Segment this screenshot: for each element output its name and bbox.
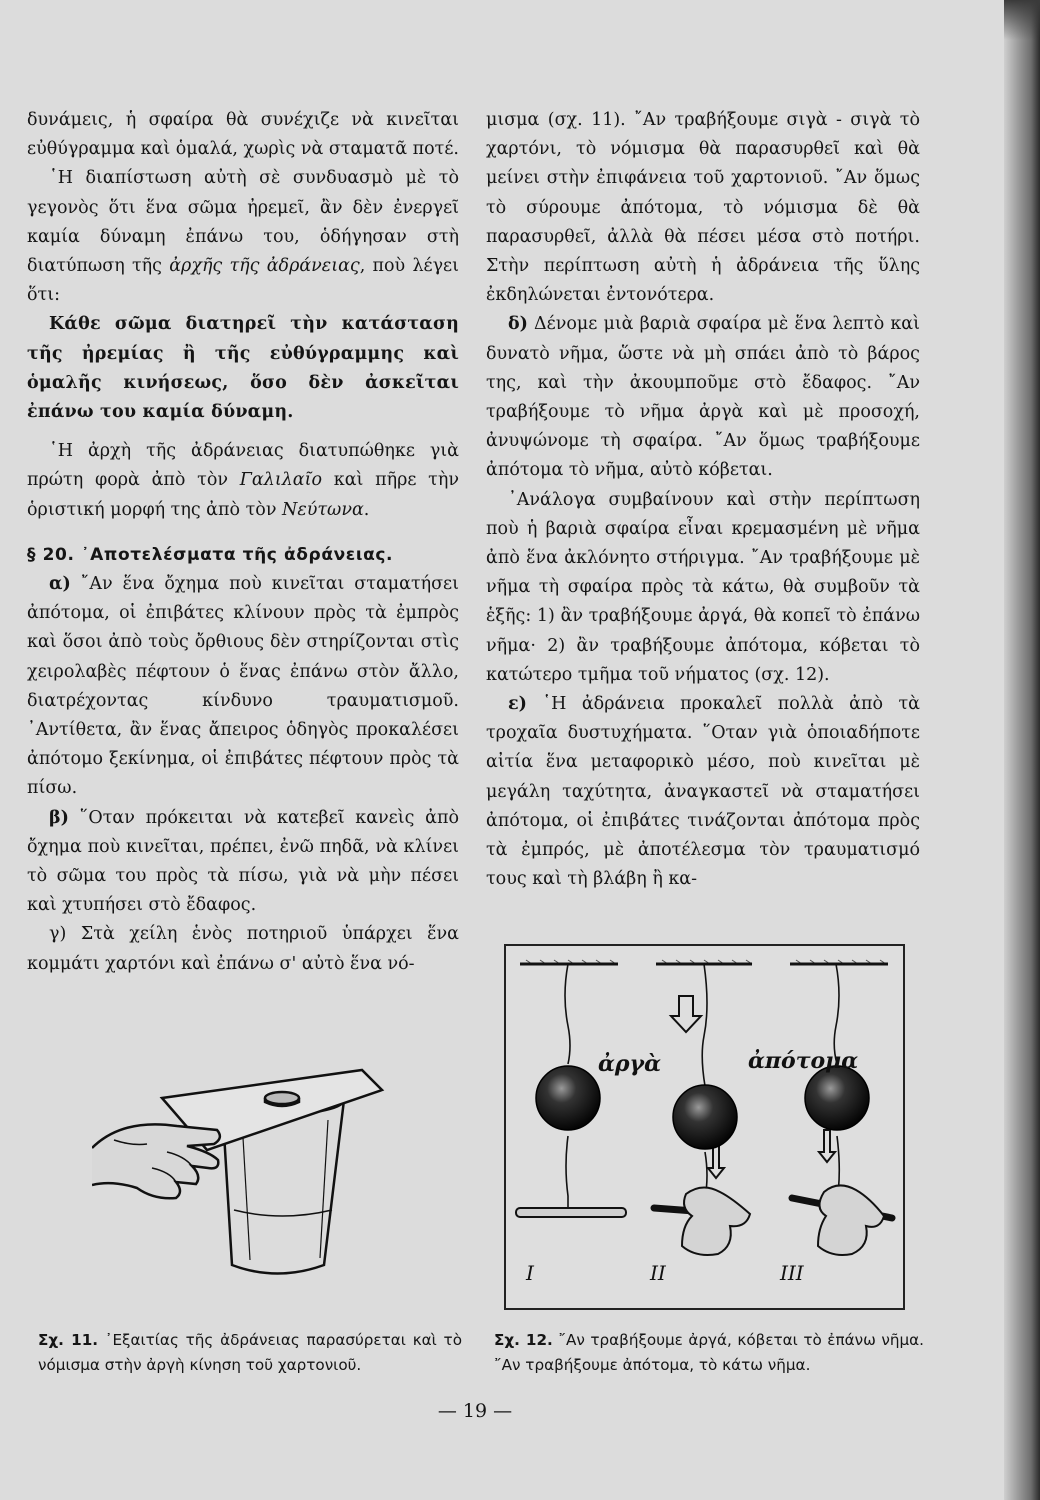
caption-figure-12 — [494, 1328, 924, 1378]
text: Δένομε μιὰ βαριὰ σφαίρα μὲ ἕνα λεπτὸ καὶ δυνατὸ νῆμα, ὥστε νὰ μὴ σπάει ἀπὸ τὸ βάρος της, καὶ τὴν ἀκουμποῦμε στὸ ἔδαφος. ῎Αν τραβήξουμε τὸ νῆμα ἀργὰ καὶ μὲ προσοχή, ἀνυψώνομε τὴ σφαίρα. ῎Αν ὅμως τραβήξουμε ἀπότομα τὸ νῆμα, αὐτὸ κόβεται. — [486, 314, 920, 481]
text: Στὰ χείλη ἑνὸς ποτηριοῦ ὑπάρχει ἕνα κομμάτι χαρτόνι καὶ ἐπάνω σ' αὐτὸ ἕνα νό- — [27, 924, 459, 974]
text: ῾Η ἀρχὴ τῆς ἀδράνειας διατυπώθηκε γιὰ πρώτη φορὰ ἀπὸ τὸν — [27, 441, 459, 491]
sphere-1 — [536, 1066, 600, 1130]
hand-icon — [818, 1185, 884, 1255]
page-number: — 19 — — [437, 1400, 513, 1422]
right-column — [486, 106, 920, 894]
paragraph: μισμα (σχ. 11). ῎Αν τραβήξουμε σιγὰ - σιγὰ τὸ χαρτόνι, τὸ νόμισμα θὰ παρασυρθεῖ καὶ θὰ μείνει στὴν ἐπιφάνεια τοῦ χαρτονιοῦ. ῎Αν ὅμως τὸ σύρουμε ἀπότομα, τὸ νόμισμα δὲ θὰ παρασυρθεῖ, ἀλλὰ θὰ πέσει μέσα στὸ ποτήρι. Στὴν περίπτωση αὐτὴ ἡ ἀδράνεια τῆς ὕλης ἐκδηλώνεται ἐντονότερα. — [486, 110, 920, 306]
text: . — [363, 499, 370, 520]
label-slow: ἀργὰ — [598, 1051, 662, 1077]
paragraph: ᾿Ανάλογα συμβαίνουν καὶ στὴν περίπτωση ποὺ ἡ βαριὰ σφαίρα εἶναι κρεμασμένη μὲ νῆμα ἀπὸ ἕνα ἀκλόνητο στήριγμα. ῎Αν τραβήξουμε μὲ νῆμα τὴ σφαίρα πρὸς τὰ κάτω, θὰ συμβοῦν τὰ ἑξῆς: 1) ἂν τραβήξουμε ἀργά, θὰ κοπεῖ τὸ ἐπάνω νῆμα· 2) ἂν τραβήξουμε ἀπότομα, κόβεται τὸ κατώτερο τμῆμα τοῦ νήματος (σχ. 12). — [486, 489, 920, 685]
emphasis: ἀρχῆς τῆς ἀδράνειας — [169, 256, 360, 277]
caption-number: Σχ. 12. — [494, 1331, 553, 1349]
caption-figure-11 — [38, 1328, 462, 1378]
text: , ποὺ λέγει ὅτι: — [27, 256, 459, 306]
caption-text: ῎Αν τραβήξουμε ἀργά, κόβεται τὸ ἐπάνω νῆμα. ῎Αν τραβήξουμε ἀπότομα, τὸ κάτω νῆμα. — [494, 1331, 924, 1374]
item-label: α) — [49, 574, 71, 595]
item-label: β) — [49, 807, 69, 828]
paragraph: δυνάμεις, ἡ σφαίρα θὰ συνέχιζε νὰ κινεῖται εὐθύγραμμα καὶ ὁμαλά, χωρὶς νὰ σταματᾶ ποτέ. — [27, 110, 459, 160]
page-edge-shadow — [1004, 0, 1040, 1500]
paragraph — [27, 164, 459, 310]
paragraph — [27, 570, 459, 804]
section-title: § 20. ᾿Αποτελέσματα τῆς ἀδράνειας. — [27, 544, 394, 565]
roman-3: III — [780, 1261, 804, 1285]
sphere-2 — [673, 1085, 737, 1149]
item-label: ε) — [508, 694, 527, 715]
roman-1: I — [526, 1261, 534, 1285]
left-column — [27, 106, 459, 979]
figure-12-frame — [504, 944, 905, 1310]
paragraph — [27, 804, 459, 921]
paragraph — [27, 920, 459, 978]
emphasis: Νεύτωνα — [282, 499, 364, 520]
text: ῾Η ἀδράνεια προκαλεῖ πολλὰ ἀπὸ τὰ τροχαῖα δυστυχήματα. ῞Οταν γιὰ ὁποιαδήποτε αἰτία ἕνα μεταφορικὸ μέσο, ποὺ κινεῖται μὲ μεγάλη ταχύτητα, ἀναγκαστεῖ νὰ σταματήσει ἀπότομα, οἱ ἐπιβάτες τινάζονται ἀπότομα πρὸς τὰ ἐμπρός, μὲ ἀποτέλεσμα τὸν τραυματισμό τους καὶ τὴ βλάβη ἢ κα- — [486, 694, 920, 890]
text: ῾Η διαπίστωση αὐτὴ σὲ συνδυασμὸ μὲ τὸ γεγονὸς ὅτι ἕνα σῶμα ἠρεμεῖ, ἂν δὲν ἐνεργεῖ καμία δύναμη ἐπάνω του, ὁδήγησαν στὴ διατύπωση τῆς — [27, 168, 459, 277]
item-label: δ) — [508, 314, 528, 335]
page-edge-corner — [1004, 0, 1040, 40]
emphasis: Γαλιλαῖο — [239, 470, 323, 491]
text: ῎Αν ἕνα ὄχημα ποὺ κινεῖται σταματήσει ἀπότομα, οἱ ἐπιβάτες κλίνουν πρὸς τὰ ἐμπρὸς καὶ ὅσοι ἀπὸ τοὺς ὄρθιους δὲν στηρίζονται στὶς χειρολαβὲς πέφτουν ὁ ἕνας ἐπάνω στὸν ἄλλο, διατρέχοντας κίνδυνο τραυματισμοῦ. ᾿Αντίθετα, ἂν ἕνας ἄπειρος ὁδηγὸς προκαλέσει ἀπότομο ξεκίνημα, οἱ ἐπιβάτες πέφτουν πρὸς τὰ πίσω. — [27, 574, 459, 799]
paragraph — [486, 310, 920, 485]
item-label: γ) — [49, 924, 67, 945]
text: ῞Οταν πρόκειται νὰ κατεβεῖ κανεὶς ἀπὸ ὄχημα ποὺ κινεῖται, πρέπει, ἐνῶ πηδᾶ, νὰ κλίνει τὸ σῶμα του πρὸς τὰ πίσω, γιὰ νὰ μὴν πέσει καὶ χτυπήσει στὸ ἔδαφος. — [27, 807, 459, 916]
figure-12-pendulums — [506, 946, 903, 1308]
paragraph — [27, 437, 459, 525]
caption-text: ᾿Εξαιτίας τῆς ἀδράνειας παρασύρεται καὶ τὸ νόμισμα στὴν ἀργὴ κίνηση τοῦ χαρτονιοῦ. — [38, 1331, 462, 1374]
caption-number: Σχ. 11. — [38, 1331, 99, 1349]
law-statement: Κάθε σῶμα διατηρεῖ τὴν κατάσταση τῆς ἠρεμίας ἢ τῆς εὐθύγραμμης καὶ ὁμαλῆς κινήσεως, ὅσο δὲν ἀσκεῖται ἐπάνω του καμία δύναμη. — [27, 314, 459, 423]
roman-2: II — [650, 1261, 666, 1285]
label-sudden: ἀπότομα — [748, 1048, 859, 1074]
figure-11-glass-card — [92, 1060, 402, 1310]
text: καὶ πῆρε τὴν ὁριστική μορφή της ἀπὸ τὸν — [27, 470, 459, 520]
paragraph — [486, 690, 920, 894]
sphere-3 — [805, 1066, 869, 1130]
hand-icon — [682, 1187, 750, 1255]
